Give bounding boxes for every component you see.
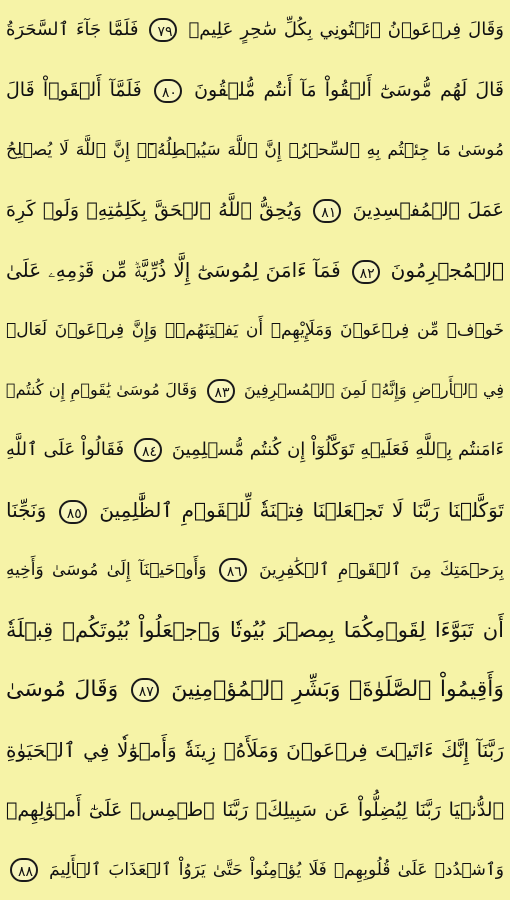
verse-text: بِرَحۡمَتِكَ مِنَ ٱلۡقَوۡمِ ٱلۡكَٰفِرِينَ: [259, 560, 504, 580]
verse-line: [6, 240, 504, 300]
verse-text: وَأَوۡحَيۡنَآ إِلَىٰ مُوسَىٰ وَأَخِيهِ: [6, 560, 207, 580]
verse-text: مُوسَىٰ مَا جِئۡتُم بِهِ ٱلسِّحۡرُۖ إِنَّ ٱللَّهَ سَيُبۡطِلُهُۥٓۖ إِنَّ ٱللَّهَ لَا يُصۡلِحُ: [6, 140, 504, 160]
verse-text: ٱلدُّنۡيَا رَبَّنَا لِيُضِلُّواْ عَن سَبِيلِكَۖ رَبَّنَا ٱطۡمِسۡ عَلَىٰٓ أَمۡوَٰلِهِمۡ: [6, 799, 504, 821]
ayah-number-marker: ٨٠: [154, 79, 182, 103]
verse-text: عَمَلَ ٱلۡمُفۡسِدِينَ: [352, 199, 504, 221]
ayah-number-marker: ٧٩: [149, 18, 177, 42]
ayah-number-marker: ٨٦: [219, 558, 247, 582]
ayah-number-marker: ٨٣: [207, 379, 235, 403]
verse-text: وَقَالَ مُوسَىٰ: [6, 677, 119, 702]
verse-text: وَٱشۡدُدۡ عَلَىٰ قُلُوبِهِمۡ فَلَا يُؤۡمِنُواْ حَتَّىٰ يَرَوُاْ ٱلۡعَذَابَ ٱلۡأَلِيمَ: [49, 860, 504, 880]
verse-text: فَلَمَّآ أَلۡقَوۡاْ قَالَ: [6, 79, 142, 101]
verse-text: ٱلۡمُجۡرِمُونَ: [390, 258, 504, 282]
verse-line: [6, 360, 504, 420]
verse-line: [6, 780, 504, 840]
ayah-number-marker: ٨١: [313, 199, 341, 223]
verse-text: رَبَّنَآ إِنَّكَ ءَاتَيۡتَ فِرۡعَوۡنَ وَمَلَأَهُۥ زِينَةٗ وَأَمۡوَٰلٗا فِي ٱلۡحَيَوٰةِ: [6, 738, 504, 762]
verse-line: [6, 540, 504, 600]
ayah-number-marker: ٨٥: [59, 500, 87, 524]
verse-text: خَوۡفٖ مِّن فِرۡعَوۡنَ وَمَلَإِيْهِمۡ أَن يَفۡتِنَهُمۡۚ وَإِنَّ فِرۡعَوۡنَ لَعَالٖ: [6, 320, 504, 340]
ayah-number-marker: ٨٤: [134, 438, 162, 462]
ayah-number-marker: ٨٧: [131, 678, 159, 702]
verse-text: وَأَقِيمُواْ ٱلصَّلَوٰةَۗ وَبَشِّرِ ٱلۡمُؤۡمِنِينَ: [171, 677, 504, 702]
verse-text: أَن تَبَوَّءَا لِقَوۡمِكُمَا بِمِصۡرَ بُيُوتٗا وَٱجۡعَلُواْ بُيُوتَكُمۡ قِبۡلَةٗ: [6, 618, 504, 642]
verse-line: [6, 300, 504, 360]
verse-text: قَالَ لَهُم مُّوسَىٰٓ أَلۡقُواْ مَآ أَنتُم مُّلۡقُونَ: [194, 79, 504, 101]
ayah-number-marker: ٨٢: [352, 260, 380, 284]
verse-text: فَمَآ ءَامَنَ لِمُوسَىٰٓ إِلَّا ذُرِّيَّةٞ مِّن قَوۡمِهِۦ عَلَىٰ: [6, 258, 341, 282]
verse-line: [6, 120, 504, 180]
verse-text: وَقَالَ مُوسَىٰ يَٰقَوۡمِ إِن كُنتُمۡ: [6, 380, 198, 399]
verse-line: [6, 180, 504, 240]
ayah-number-marker: ٨٨: [10, 858, 38, 882]
verse-text: تَوَكَّلۡنَا رَبَّنَا لَا تَجۡعَلۡنَا فِتۡنَةٗ لِّلۡقَوۡمِ ٱلظَّٰلِمِينَ: [99, 498, 504, 522]
verse-line: [6, 60, 504, 120]
verse-text: فَلَمَّا جَآءَ ٱلسَّحَرَةُ: [6, 19, 139, 40]
verse-text: ءَامَنتُم بِٱللَّهِ فَعَلَيۡهِ تَوَكَّلُوٓاْ إِن كُنتُم مُّسۡلِمِينَ: [171, 439, 504, 460]
verse-text: وَنَجِّنَا: [6, 498, 47, 522]
verse-line: [6, 660, 504, 720]
verse-text: فَقَالُواْ عَلَى ٱللَّهِ: [6, 439, 125, 460]
verse-line: [6, 480, 504, 540]
verse-line: [6, 600, 504, 660]
verse-text: وَقَالَ فِرۡعَوۡنُ ٱئۡتُونِي بِكُلِّ سَٰحِرٍ عَلِيمٖ: [188, 19, 504, 40]
verse-text: وَيُحِقُّ ٱللَّهُ ٱلۡحَقَّ بِكَلِمَٰتِهِۦ وَلَوۡ كَرِهَ: [6, 199, 302, 221]
verse-line: [6, 720, 504, 780]
verse-line: [6, 0, 504, 60]
verse-line: [6, 420, 504, 480]
verse-text: فِي ٱلۡأَرۡضِ وَإِنَّهُۥ لَمِنَ ٱلۡمُسۡرِفِينَ: [243, 380, 504, 399]
verse-line: [6, 840, 504, 900]
